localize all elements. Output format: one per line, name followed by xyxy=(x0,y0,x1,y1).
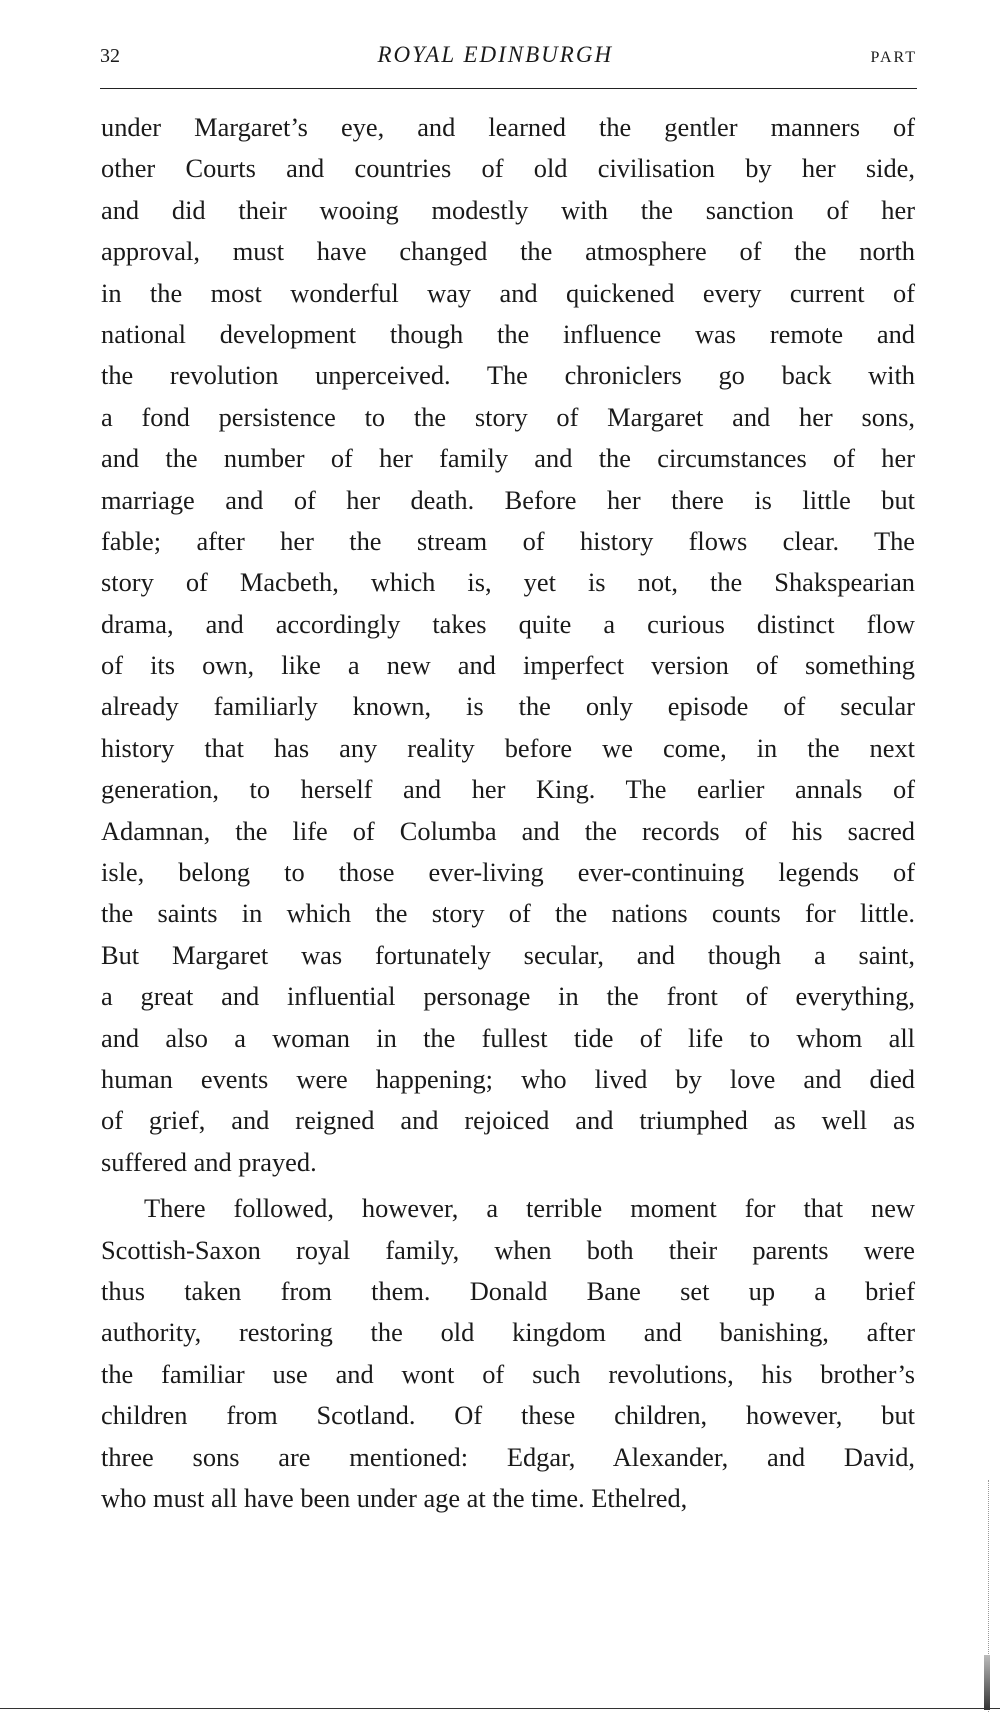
text-line: authority, restoring the old kingdom and banishing, after xyxy=(101,1317,915,1348)
text-line: the revolution unperceived. The chroniclers go back with xyxy=(101,360,915,391)
text-line: under Margaret’s eye, and learned the gentler manners of xyxy=(101,112,915,142)
text-line: the saints in which the story of the nations counts for little. xyxy=(101,898,915,929)
text-line: and the number of her family and the circumstances of her xyxy=(101,443,915,474)
text-line: Adamnan, the life of Columba and the records of his sacred xyxy=(101,815,915,846)
text-line: of its own, like a new and imperfect version of something xyxy=(101,650,915,681)
running-title: ROYAL EDINBURGH xyxy=(377,42,614,67)
text-line: story of Macbeth, which is, yet is not, the Shakspearian xyxy=(101,567,915,598)
text-line: three sons are mentioned: Edgar, Alexander, and David, xyxy=(101,1441,915,1472)
text-line: children from Scotland. Of these children, however, but xyxy=(101,1400,915,1431)
text-line: human events were happening; who lived by love and died xyxy=(101,1063,915,1094)
text-line: There followed, however, a terrible moment for that new xyxy=(144,1193,915,1224)
text-line: history that has any reality before we come, in the next xyxy=(101,732,915,763)
text-line: already familiarly known, is the only episode of secular xyxy=(101,691,915,722)
text-line: national development though the influence was remote and xyxy=(101,318,915,349)
paragraph-2 xyxy=(101,1188,915,1519)
text-line: Scottish-Saxon royal family, when both their parents were xyxy=(101,1234,915,1265)
text-line: and also a woman in the fullest tide of life to whom all xyxy=(101,1022,915,1053)
text-line: and did their wooing modestly with the sanction of her xyxy=(101,194,915,225)
text-line: in the most wonderful way and quickened every current of xyxy=(101,277,915,308)
text-line: isle, belong to those ever-living ever-continuing legends of xyxy=(101,857,915,888)
text-line: thus taken from them. Donald Bane set up a brief xyxy=(101,1275,915,1306)
header-rule xyxy=(100,88,917,89)
text-line: who must all have been under age at the time. Ethelred, xyxy=(101,1482,688,1513)
page-number: 32 xyxy=(100,45,120,67)
page-header xyxy=(100,42,917,82)
text-line: fable; after her the stream of history flows clear. The xyxy=(101,525,915,556)
text-line: a great and influential personage in the front of everything, xyxy=(101,981,915,1012)
text-line: a fond persistence to the story of Margaret and her sons, xyxy=(101,401,915,432)
page-edge-mark xyxy=(984,1655,990,1710)
text-line: drama, and accordingly takes quite a curious distinct flow xyxy=(101,608,915,639)
text-line: generation, to herself and her King. The earlier annals of xyxy=(101,774,915,805)
text-line: the familiar use and wont of such revolutions, his brother’s xyxy=(101,1358,915,1389)
bottom-edge-line xyxy=(0,1708,1000,1709)
part-label: PART xyxy=(870,49,917,66)
text-line: marriage and of her death. Before her there is little but xyxy=(101,484,915,515)
text-line: approval, must have changed the atmosphere of the north xyxy=(101,236,915,267)
text-line: But Margaret was fortunately secular, and though a saint, xyxy=(101,939,915,970)
text-line: of grief, and reigned and rejoiced and triumphed as well as xyxy=(101,1105,915,1136)
paragraph-1 xyxy=(101,107,915,1183)
body-text xyxy=(101,107,915,1519)
text-line: suffered and prayed. xyxy=(101,1146,317,1177)
text-line: other Courts and countries of old civilisation by her side, xyxy=(101,153,915,184)
